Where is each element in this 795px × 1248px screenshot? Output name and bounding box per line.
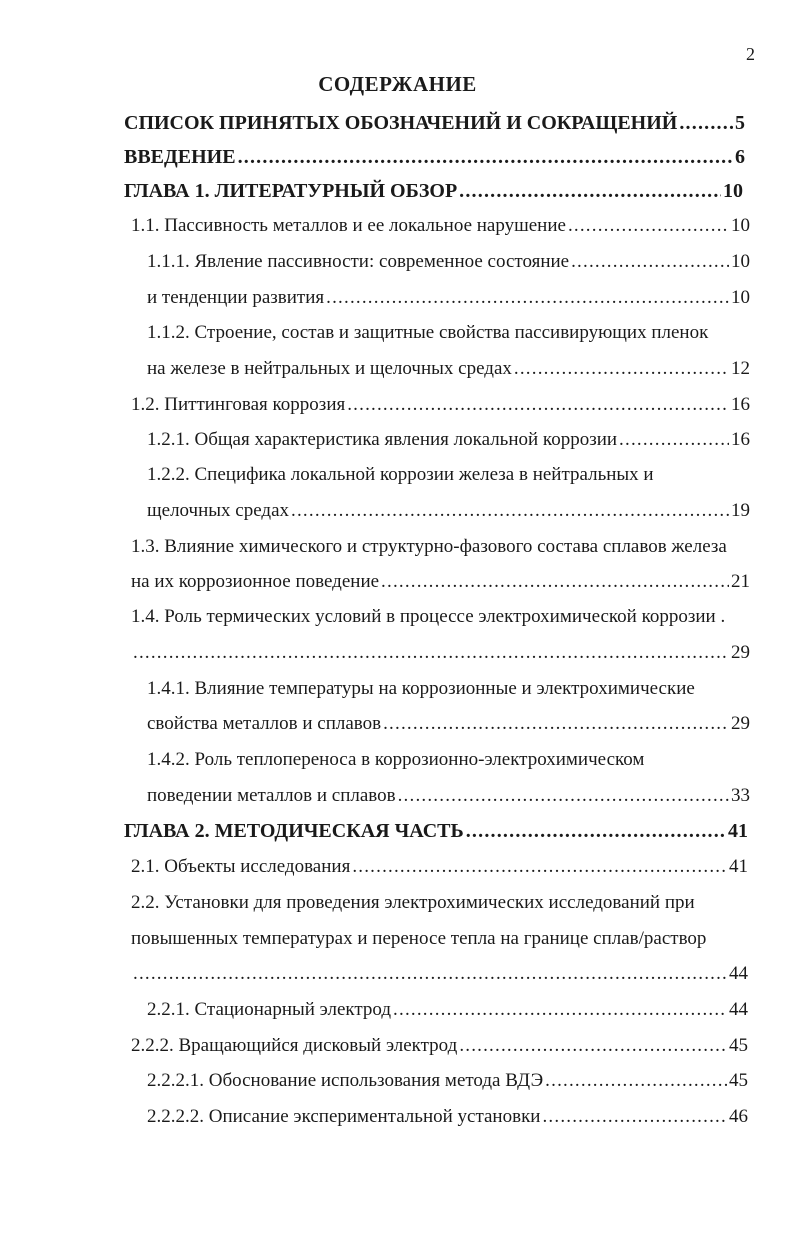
toc-leader-dots (679, 109, 733, 137)
toc-leader-dots (291, 497, 729, 525)
toc-entry-text: на железе в нейтральных и щелочных средах (147, 358, 512, 379)
toc-entry-2-2-2-1 (147, 1067, 748, 1095)
toc-entry-2-2-2-2 (147, 1103, 748, 1131)
toc-leader-dots (352, 853, 727, 881)
toc-leader-dots (466, 817, 726, 845)
toc-leader-dots (619, 426, 729, 454)
toc-entry-1-4-1: 1.4.1. Влияние температуры на коррозионные и электрохимические (147, 678, 695, 699)
toc-leader-dots (545, 1067, 727, 1095)
toc-entry-1-4-2: 1.4.2. Роль теплопереноса в коррозионно-электрохимическом (147, 749, 645, 770)
toc-entry-1-3: 1.3. Влияние химического и структурно-фазового состава сплавов железа (131, 536, 727, 557)
toc-entry-text: ГЛАВА 2. МЕТОДИЧЕСКАЯ ЧАСТЬ (124, 820, 464, 842)
toc-entry-page: 10 (731, 251, 750, 272)
toc-entry-2-2-cont (131, 960, 748, 988)
toc-entry-page: 29 (731, 642, 750, 663)
toc-entry-1-4-cont (131, 639, 750, 667)
toc-entry-page: 45 (729, 1070, 748, 1091)
toc-leader-dots (133, 639, 729, 667)
toc-leader-dots (381, 568, 729, 596)
toc-leader-dots (568, 212, 729, 240)
toc-entry-1-1-1 (147, 248, 750, 276)
toc-entry-page: 10 (731, 215, 750, 236)
toc-entry-page: 41 (728, 820, 748, 842)
toc-entry-page: 16 (731, 429, 750, 450)
toc-entry-text: 1.1. Пассивность металлов и ее локальное нарушение (131, 215, 566, 236)
toc-entry-page: 6 (735, 146, 745, 168)
toc-entry-text: 1.2.1. Общая характеристика явления локальной коррозии (147, 429, 618, 450)
toc-entry-page: 5 (735, 112, 745, 134)
toc-entry-page: 33 (731, 785, 750, 806)
toc-entry-page: 16 (731, 394, 750, 415)
toc-entry-introduction (124, 143, 745, 171)
toc-entry-text: ГЛАВА 1. ЛИТЕРАТУРНЫЙ ОБЗОР (124, 180, 458, 202)
toc-entry-text: 2.2.1. Стационарный электрод (147, 999, 392, 1020)
page-title: СОДЕРЖАНИЕ (318, 72, 477, 96)
toc-entry-page: 21 (731, 571, 750, 592)
toc-entry-chapter-2 (124, 817, 748, 845)
page-number: 2 (746, 44, 755, 64)
toc-entry-text: СПИСОК ПРИНЯТЫХ ОБОЗНАЧЕНИЙ И СОКРАЩЕНИЙ (124, 112, 678, 134)
toc-entry-page: 10 (731, 287, 750, 308)
toc-entry-page: 44 (729, 999, 748, 1020)
toc-entry-1-4-2-cont (147, 782, 750, 810)
toc-entry-2-2-line2: повышенных температурах и переносе тепла на границе сплав/раствор (131, 928, 707, 949)
toc-entry-text: поведении металлов и сплавов (147, 785, 396, 806)
toc-entry-1-1-1-cont (147, 284, 750, 312)
toc-entry-2-2-1 (147, 996, 748, 1024)
toc-entry-1-4: 1.4. Роль термических условий в процессе электрохимической коррозии . (131, 606, 726, 627)
toc-entry-2-1 (131, 853, 748, 881)
toc-leader-dots (459, 177, 721, 205)
toc-leader-dots (326, 284, 729, 312)
toc-entry-abbreviations (124, 109, 745, 137)
toc-entry-page: 12 (731, 358, 750, 379)
toc-leader-dots (514, 355, 729, 383)
toc-entry-1-2-1 (147, 426, 750, 454)
toc-leader-dots (398, 782, 729, 810)
toc-leader-dots (383, 710, 729, 738)
toc-entry-text: 2.2.2.1. Обоснование использования метода ВДЭ (147, 1070, 544, 1091)
toc-entry-text: 1.1.1. Явление пассивности: современное состояние (147, 251, 570, 272)
toc-leader-dots (459, 1032, 727, 1060)
toc-entry-1-2-2-cont (147, 497, 750, 525)
toc-leader-dots (393, 996, 727, 1024)
toc-entry-page: 41 (729, 856, 748, 877)
toc-entry-text: ВВЕДЕНИЕ (124, 146, 236, 168)
toc-entry-text: щелочных средах (147, 500, 290, 521)
toc-entry-page: 10 (723, 180, 743, 202)
toc-entry-2-2-2 (131, 1032, 748, 1060)
toc-entry-text: 2.1. Объекты исследования (131, 856, 351, 877)
toc-entry-page: 19 (731, 500, 750, 521)
toc-leader-dots (347, 391, 729, 419)
toc-entry-chapter-1 (124, 177, 743, 205)
toc-entry-page: 45 (729, 1035, 748, 1056)
toc-leader-dots (133, 960, 727, 988)
toc-entry-1-4-1-cont (147, 710, 750, 738)
toc-entry-1-2 (131, 391, 750, 419)
toc-entry-1-3-cont (131, 568, 750, 596)
toc-entry-text: 2.2.2. Вращающийся дисковый электрод (131, 1035, 458, 1056)
toc-entry-text: и тенденции развития (147, 287, 325, 308)
toc-entry-1-1-2: 1.1.2. Строение, состав и защитные свойства пассивирующих пленок (147, 322, 709, 343)
toc-entry-text: свойства металлов и сплавов (147, 713, 382, 734)
toc-entry-page: 44 (729, 963, 748, 984)
toc-entry-1-2-2: 1.2.2. Специфика локальной коррозии железа в нейтральных и (147, 464, 654, 485)
toc-entry-page: 29 (731, 713, 750, 734)
toc-entry-text: 1.2. Питтинговая коррозия (131, 394, 346, 415)
toc-entry-2-2: 2.2. Установки для проведения электрохимических исследований при (131, 892, 695, 913)
toc-leader-dots (571, 248, 729, 276)
toc-entry-text: на их коррозионное поведение (131, 571, 380, 592)
toc-entry-page: 46 (729, 1106, 748, 1127)
toc-leader-dots (238, 143, 733, 171)
toc-entry-1-1-2-cont (147, 355, 750, 383)
toc-entry-1-1 (131, 212, 750, 240)
toc-leader-dots (542, 1103, 727, 1131)
toc-entry-text: 2.2.2.2. Описание экспериментальной установки (147, 1106, 541, 1127)
